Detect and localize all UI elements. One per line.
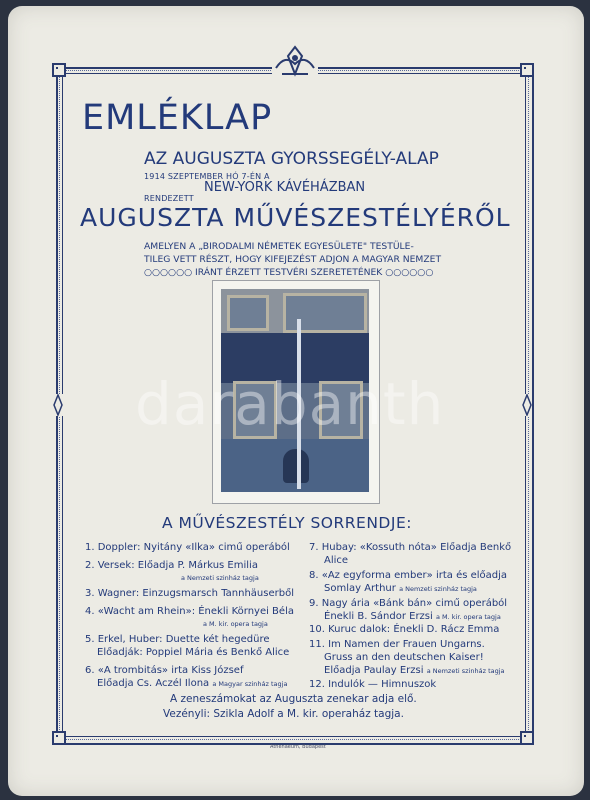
corner-ornament-bottom-right xyxy=(520,731,534,745)
program-item: 5. Erkel, Huber: Duette két hegedüre Előadják: Poppiel Mária és Benkő Alice xyxy=(85,634,290,658)
corner-ornament-top-right xyxy=(520,63,534,77)
watermark: darabanth xyxy=(135,370,445,438)
program-item: 1. Doppler: Nyitány «Ilka» cimű operából xyxy=(85,542,290,553)
program-item: 10. Kuruc dalok: Énekli D. Rácz Emma xyxy=(309,624,500,635)
top-crest-ornament-icon xyxy=(272,44,318,80)
subtitle-date: 1914 SZEPTEMBER HÓ 7-ÉN A xyxy=(144,172,270,181)
program-item: 8. «Az egyforma ember» irta és előadja Somlay Arthur a Nemzeti szinház tagja xyxy=(309,570,508,594)
program-heading: A MŰVÉSZESTÉLY SORRENDJE: xyxy=(162,514,412,532)
subtitle-organizer: AZ AUGUSZTA GYORSSEGÉLY-ALAP xyxy=(144,149,439,169)
program-item: 9. Nagy ária «Bánk bán» cimű operából Énekli B. Sándor Erzsi a M. kir. opera tagja xyxy=(309,598,508,622)
page-title: EMLÉKLAP xyxy=(82,98,273,138)
side-ornament-right-icon xyxy=(522,394,532,416)
program-item: 2. Versek: Előadja P. Márkus Emilia a Nemzeti szinház tagja xyxy=(85,560,259,582)
corner-ornament-top-left xyxy=(52,63,66,77)
subtitle-venue: NEW-YORK KÁVÉHÁZBAN xyxy=(204,180,366,195)
main-heading: AUGUSZTA MŰVÉSZESTÉLYÉRŐL xyxy=(80,203,511,232)
program-item: 4. «Wacht am Rhein»: Énekli Környei Béla a M. kir. opera tagja xyxy=(85,606,294,628)
side-ornament-left-icon xyxy=(53,394,63,416)
program-item: 12. Indulók — Himnuszok xyxy=(309,679,437,690)
corner-ornament-bottom-left xyxy=(52,731,66,745)
orchestra-note: A zeneszámokat az Auguszta zenekar adja elő. xyxy=(170,693,417,705)
program-item: 7. Hubay: «Kossuth nóta» Előadja Benkő Alice xyxy=(309,542,512,566)
printer-imprint: Athenaeum, Budapest xyxy=(270,744,326,750)
program-item: 3. Wagner: Einzugsmarsch Tannhäuserből xyxy=(85,588,294,599)
paragraph-line: AMELYEN A „BIRODALMI NÉMETEK EGYESÜLETE" TESTÜLE- xyxy=(144,241,414,252)
paragraph-line: TILEG VETT RÉSZT, HOGY KIFEJEZÉST ADJON A MAGYAR NEMZET xyxy=(144,254,442,265)
photo-picture-frame xyxy=(227,295,269,331)
photo-bust xyxy=(283,449,309,483)
subtitle-rendezett: RENDEZETT xyxy=(144,194,194,203)
program-item: 11. Im Namen der Frauen Ungarns. Gruss an den deutschen Kaiser! Előadja Paulay Erzsi a Nemzeti szinház tagja xyxy=(309,639,505,676)
conductor-note: Vezényli: Szikla Adolf a M. kir. operaház tagja. xyxy=(163,708,404,720)
program-item: 6. «A trombitás» irta Kiss József Előadja Cs. Aczél Ilona a Magyar szinház tagja xyxy=(85,665,288,689)
description-paragraph xyxy=(144,240,480,279)
photo-picture-frame xyxy=(283,293,367,333)
paragraph-line: ○○○○○○ IRÁNT ÉRZETT TESTVÉRI SZERETETÉNEK ○○○○○○ xyxy=(144,267,434,278)
